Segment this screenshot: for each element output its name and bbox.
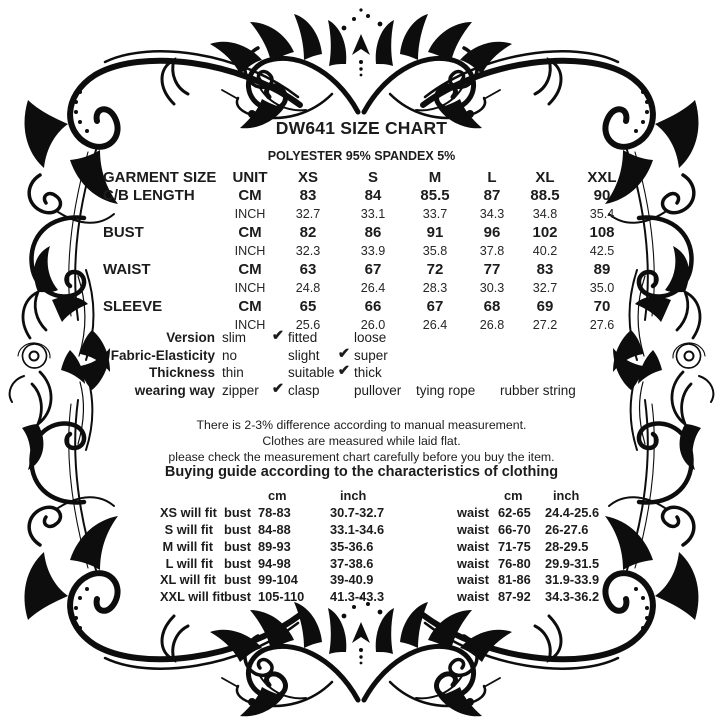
option-label: rubber string xyxy=(500,382,576,398)
cm-header: cm xyxy=(504,487,523,503)
measurement-label: SLEEVE xyxy=(103,298,163,316)
measurement-value: 65 xyxy=(299,298,317,316)
fit-size-label: S will fit xyxy=(164,521,213,537)
characteristic-option xyxy=(354,383,416,398)
bust-inch-range: 41.3-43.3 xyxy=(330,589,385,605)
characteristic-label: Thickness xyxy=(148,365,215,381)
fit-guide-row xyxy=(160,588,660,605)
measurement-value: 63 xyxy=(299,261,317,279)
option-label: zipper xyxy=(222,382,259,398)
buying-guide-heading: Buying guide according to the characteristics of clothing xyxy=(164,464,559,480)
fit-guide-row xyxy=(160,555,660,572)
measurement-value: 25.6 xyxy=(295,318,321,333)
size-chart-row xyxy=(103,261,643,280)
measurement-value: 34.3 xyxy=(479,207,505,222)
measurement-value: 67 xyxy=(426,298,444,316)
option-label: super xyxy=(354,347,388,363)
bust-label: bust xyxy=(224,555,252,571)
characteristic-option xyxy=(222,348,288,363)
characteristic-row xyxy=(103,329,663,347)
fit-size-label: L will fit xyxy=(165,555,213,571)
characteristic-option xyxy=(222,365,288,380)
bust-cm-range: 89-93 xyxy=(258,538,291,554)
check-icon: ✔ xyxy=(271,380,284,397)
option-label: suitable xyxy=(288,365,335,381)
measurement-value: 84 xyxy=(364,187,382,205)
note-line: There is 2-3% difference according to manual measurement. xyxy=(196,418,527,432)
characteristic-options xyxy=(222,345,663,363)
size-column-header: L xyxy=(487,168,497,186)
size-chart-row xyxy=(103,187,643,206)
size-chart-row xyxy=(103,224,643,243)
characteristic-label: wearing way xyxy=(134,382,215,398)
measurement-value: 72 xyxy=(426,261,444,279)
size-column-header: XL xyxy=(535,168,555,186)
size-chart-row xyxy=(103,298,643,317)
size-chart-row xyxy=(103,279,643,298)
waist-inch-range: 24.4-25.6 xyxy=(545,504,600,520)
waist-cm-range: 62-65 xyxy=(498,504,531,520)
unit-cell: CM xyxy=(238,224,262,242)
waist-cm-range: 71-75 xyxy=(498,538,531,554)
characteristic-options xyxy=(222,380,663,398)
unit-cell: INCH xyxy=(234,318,266,333)
measurement-value: 35.8 xyxy=(422,244,448,259)
fit-size-label: XXL will fit xyxy=(160,589,225,605)
waist-label: waist xyxy=(457,504,490,520)
characteristic-row xyxy=(103,382,663,400)
fit-guide-row xyxy=(160,504,660,521)
characteristic-option xyxy=(222,380,288,398)
measurement-notes xyxy=(0,418,723,466)
waist-inch-range: 26-27.6 xyxy=(545,521,589,537)
measurement-value: 68 xyxy=(483,298,501,316)
measurement-value: 35.4 xyxy=(589,207,615,222)
characteristic-row xyxy=(103,347,663,365)
unit-cell: CM xyxy=(238,261,262,279)
option-label: thick xyxy=(354,365,382,381)
option-label: tying rope xyxy=(416,382,476,398)
measurement-value: 96 xyxy=(483,224,501,242)
bust-inch-range: 39-40.9 xyxy=(330,572,374,588)
measurement-value: 27.2 xyxy=(532,318,558,333)
waist-inch-range: 29.9-31.5 xyxy=(545,555,600,571)
waist-cm-range: 66-70 xyxy=(498,521,531,537)
characteristic-label: Fabric-Elasticity xyxy=(110,347,215,363)
check-icon: ✔ xyxy=(271,328,284,345)
fit-guide-header-row xyxy=(160,487,660,504)
option-label: thin xyxy=(222,365,244,381)
measurement-label: BUST xyxy=(103,224,144,242)
bust-label: bust xyxy=(224,589,252,605)
characteristic-option xyxy=(354,348,416,363)
measurement-value: 32.3 xyxy=(295,244,321,259)
page-title: DW641 SIZE CHART xyxy=(275,118,448,138)
size-chart-body xyxy=(103,187,643,335)
unit-cell: INCH xyxy=(234,281,266,296)
bust-cm-range: 105-110 xyxy=(258,589,305,605)
size-chart-header-row xyxy=(103,168,643,187)
characteristic-option xyxy=(354,365,416,380)
fit-size-label: M will fit xyxy=(162,538,213,554)
characteristic-options xyxy=(222,365,663,380)
fit-guide-row xyxy=(160,521,660,538)
unit-cell: INCH xyxy=(234,207,266,222)
bust-label: bust xyxy=(224,538,252,554)
size-column-header: S xyxy=(367,168,378,186)
fit-guide-row xyxy=(160,538,660,555)
note-line: Clothes are measured while laid flat. xyxy=(262,433,461,448)
measurement-value: 108 xyxy=(589,224,615,242)
measurement-value: 26.4 xyxy=(422,318,448,333)
measurement-value: 40.2 xyxy=(532,244,558,259)
bust-label: bust xyxy=(224,521,252,537)
characteristic-option xyxy=(500,383,620,398)
measurement-value: 91 xyxy=(426,224,444,242)
measurement-value: 90 xyxy=(593,187,611,205)
cm-header: cm xyxy=(268,487,287,503)
waist-cm-range: 81-86 xyxy=(498,572,531,588)
measurement-value: 30.3 xyxy=(479,281,505,296)
bust-label: bust xyxy=(224,572,252,588)
option-label: slight xyxy=(288,347,320,363)
unit-cell: CM xyxy=(238,187,262,205)
size-column-header: XS xyxy=(297,168,318,186)
measurement-value: 37.8 xyxy=(479,244,505,259)
option-label: slim xyxy=(222,330,246,346)
characteristic-option xyxy=(288,365,354,380)
measurement-value: 24.8 xyxy=(295,281,321,296)
measurement-value: 35.0 xyxy=(589,281,615,296)
characteristic-label: Version xyxy=(166,330,215,346)
measurement-value: 83 xyxy=(299,187,317,205)
measurement-value: 34.8 xyxy=(532,207,558,222)
characteristic-option xyxy=(288,345,354,363)
measurement-value: 85.5 xyxy=(420,187,450,205)
size-column-header: GARMENT SIZE xyxy=(103,168,217,186)
fabric-composition: POLYESTER 95% SPANDEX 5% xyxy=(267,149,456,163)
measurement-value: 26.0 xyxy=(360,318,386,333)
bust-cm-range: 99-104 xyxy=(258,572,298,588)
waist-cm-range: 87-92 xyxy=(498,589,531,605)
fit-guide-row xyxy=(160,571,660,588)
measurement-value: 77 xyxy=(483,261,501,279)
bust-cm-range: 94-98 xyxy=(258,555,291,571)
measurement-label: WAIST xyxy=(103,261,151,279)
measurement-value: 102 xyxy=(532,224,558,242)
measurement-value: 42.5 xyxy=(589,244,615,259)
measurement-value: 89 xyxy=(593,261,611,279)
check-icon: ✔ xyxy=(337,363,350,380)
measurement-value: 28.3 xyxy=(422,281,448,296)
unit-cell: INCH xyxy=(234,244,266,259)
measurement-value: 67 xyxy=(364,261,382,279)
fit-size-label: XS will fit xyxy=(160,504,217,520)
measurement-value: 83 xyxy=(536,261,554,279)
measurement-label: C/B LENGTH xyxy=(103,187,195,205)
bust-inch-range: 35-36.6 xyxy=(330,538,374,554)
measurement-value: 27.6 xyxy=(589,318,615,333)
fit-size-label: XL will fit xyxy=(160,572,216,588)
size-column-header: M xyxy=(428,168,442,186)
measurement-value: 88.5 xyxy=(530,187,560,205)
size-column-header: XXL xyxy=(587,168,617,186)
measurement-value: 66 xyxy=(364,298,382,316)
option-label: loose xyxy=(354,330,387,346)
measurement-value: 26.8 xyxy=(479,318,505,333)
measurement-value: 82 xyxy=(299,224,317,242)
measurement-value: 33.1 xyxy=(360,207,386,222)
option-label: pullover xyxy=(354,382,402,398)
waist-label: waist xyxy=(457,538,490,554)
characteristic-row xyxy=(103,364,663,382)
fit-guide-table xyxy=(160,487,660,605)
waist-cm-range: 76-80 xyxy=(498,555,531,571)
bust-cm-range: 84-88 xyxy=(258,521,291,537)
bust-label: bust xyxy=(224,504,252,520)
characteristic-option xyxy=(288,330,354,345)
waist-label: waist xyxy=(457,521,490,537)
size-chart-row xyxy=(103,242,643,261)
waist-label: waist xyxy=(457,589,490,605)
inch-header: inch xyxy=(340,487,367,503)
size-column-header: UNIT xyxy=(232,168,268,186)
waist-inch-range: 31.9-33.9 xyxy=(545,572,600,588)
measurement-value: 26.4 xyxy=(360,281,386,296)
unit-cell: CM xyxy=(238,298,262,316)
option-label: fitted xyxy=(288,330,318,346)
bust-inch-range: 33.1-34.6 xyxy=(330,521,385,537)
measurement-value: 32.7 xyxy=(532,281,558,296)
bust-cm-range: 78-83 xyxy=(258,504,291,520)
measurement-value: 32.7 xyxy=(295,207,321,222)
measurement-value: 33.7 xyxy=(422,207,448,222)
measurement-value: 69 xyxy=(536,298,554,316)
characteristic-option xyxy=(416,383,500,398)
measurement-value: 70 xyxy=(593,298,611,316)
check-icon: ✔ xyxy=(337,345,350,362)
characteristic-option xyxy=(354,330,416,345)
characteristic-option xyxy=(222,330,288,345)
option-label: no xyxy=(222,347,238,363)
waist-label: waist xyxy=(457,555,490,571)
note-line: please check the measurement chart carefully before you buy the item. xyxy=(168,449,555,464)
measurement-value: 87 xyxy=(483,187,501,205)
waist-label: waist xyxy=(457,572,490,588)
measurement-value: 86 xyxy=(364,224,382,242)
inch-header: inch xyxy=(553,487,580,503)
bust-inch-range: 37-38.6 xyxy=(330,555,374,571)
size-chart-table xyxy=(103,168,643,335)
waist-inch-range: 28-29.5 xyxy=(545,538,589,554)
measurement-value: 33.9 xyxy=(360,244,386,259)
bust-inch-range: 30.7-32.7 xyxy=(330,504,385,520)
garment-characteristics xyxy=(103,329,663,399)
option-label: clasp xyxy=(288,382,320,398)
characteristic-option xyxy=(288,383,354,398)
characteristic-options xyxy=(222,330,663,345)
waist-inch-range: 34.3-36.2 xyxy=(545,589,600,605)
size-chart-row xyxy=(103,205,643,224)
